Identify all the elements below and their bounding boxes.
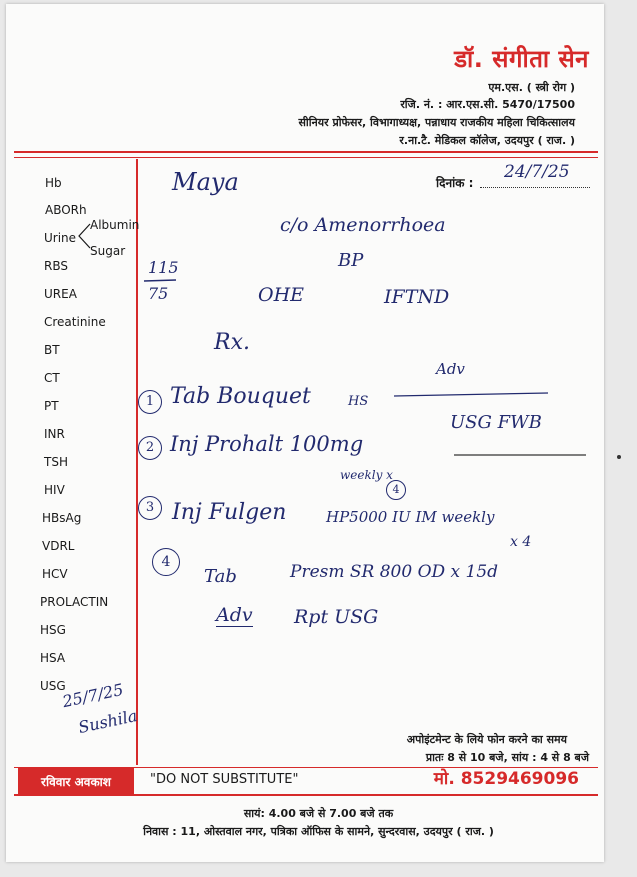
residence-address: निवास : 11, ओस्तवाल नगर, पत्रिका ऑफिस के सामने, सुन्दरवास, उदयपुर ( राज. ): [143, 825, 494, 838]
item-number-4: 4: [152, 548, 180, 576]
medicine-3-dose: HP5000 IU IM weekly: [326, 508, 495, 526]
header-rule-top: [14, 151, 598, 153]
sunday-closed-badge: रविवार अवकाश: [18, 768, 134, 794]
ohe: OHE: [258, 284, 305, 306]
designation: सीनियर प्रोफेसर, विभागाध्यक्ष, पन्नाधाय राजकीय महिला चिकित्सालय: [298, 116, 575, 129]
college: र.ना.टै. मेडिकल कॉलेज, उदयपुर ( राज. ): [399, 134, 575, 147]
signature: Sushila: [76, 706, 139, 737]
test-albumin: Albumin: [90, 218, 140, 232]
test-creatinine: Creatinine: [44, 315, 106, 329]
registration-number: रजि. नं. : आर.एस.सी. 5470/17500: [400, 98, 575, 111]
test-hsg: HSG: [40, 623, 66, 637]
test-hb: Hb: [45, 176, 62, 190]
medicine-2-count: 4: [386, 480, 406, 500]
test-usg: USG: [40, 679, 66, 693]
advice-2-label: Adv: [216, 604, 253, 626]
medicine-3-count: x 4: [510, 534, 532, 550]
appointment-heading: अपोइंटमेन्ट के लिये फोन करने का समय: [406, 733, 567, 746]
item-number-2: 2: [138, 436, 162, 460]
qualification: एम.एस. ( स्त्री रोग ): [488, 81, 575, 94]
urine-bracket-icon: [76, 221, 92, 251]
doctor-name: डॉ. संगीता सेन: [454, 45, 589, 73]
medicine-2-frequency: weekly x: [340, 468, 393, 482]
medicine-4-dose: Presm SR 800 OD x 15d: [290, 562, 499, 582]
test-urea: UREA: [44, 287, 77, 301]
advice-1-label: Adv: [436, 360, 465, 378]
date-line: [480, 187, 590, 188]
date-label: दिनांक :: [436, 176, 474, 190]
separator-line: [452, 452, 588, 458]
header-rule-bottom: [14, 157, 598, 158]
advice-2: Rpt USG: [294, 606, 379, 628]
date-value: 24/7/25: [504, 162, 570, 182]
test-rbs: RBS: [44, 259, 68, 273]
iftnd: IFTND: [384, 286, 450, 308]
evening-hours: सायं: 4.00 बजे से 7.00 बजे तक: [243, 807, 394, 820]
test-sugar: Sugar: [90, 244, 126, 258]
medicine-1: Tab Bouquet: [170, 384, 311, 409]
bp-diastolic: 75: [148, 284, 169, 303]
medicine-2: Inj Prohalt 100mg: [170, 432, 364, 456]
paper-speck: [617, 455, 621, 459]
rx-symbol: Rx.: [214, 330, 250, 355]
medicine-3: Inj Fulgen: [172, 500, 287, 525]
complaint: c/o Amenorrhoea: [280, 214, 446, 236]
appointment-hours: प्रातः 8 से 10 बजे, सांय : 4 से 8 बजे: [425, 751, 589, 764]
test-vdrl: VDRL: [42, 539, 75, 553]
test-hiv: HIV: [44, 483, 65, 497]
test-pt: PT: [44, 399, 59, 413]
patient-name: Maya: [172, 168, 239, 196]
test-tsh: TSH: [44, 455, 68, 469]
bp-note: BP: [338, 250, 364, 271]
test-urine: Urine: [44, 231, 77, 245]
medicine-1-dose: HS: [348, 394, 369, 409]
do-not-substitute: "DO NOT SUBSTITUTE": [150, 772, 299, 787]
test-ct: CT: [44, 371, 60, 385]
test-hsa: HSA: [40, 651, 66, 665]
sign-date: 25/7/25: [60, 679, 125, 712]
adv-underline: [392, 390, 552, 400]
test-hbsag: HBsAg: [42, 511, 82, 525]
test-aborh: ABORh: [45, 203, 87, 217]
phone-number: मो. 8529469096: [433, 769, 579, 789]
test-bt: BT: [44, 343, 60, 357]
test-inr: INR: [44, 427, 65, 441]
item-number-1: 1: [138, 390, 162, 414]
test-hcv: HCV: [42, 567, 68, 581]
test-prolactin: PROLACTIN: [40, 595, 109, 609]
bp-systolic: 115: [148, 258, 179, 277]
medicine-4: Tab: [204, 566, 237, 587]
sidebar-divider: [136, 159, 138, 765]
footer-rule-bottom: [14, 794, 598, 796]
advice-1: USG FWB: [450, 412, 542, 433]
item-number-3: 3: [138, 496, 162, 520]
